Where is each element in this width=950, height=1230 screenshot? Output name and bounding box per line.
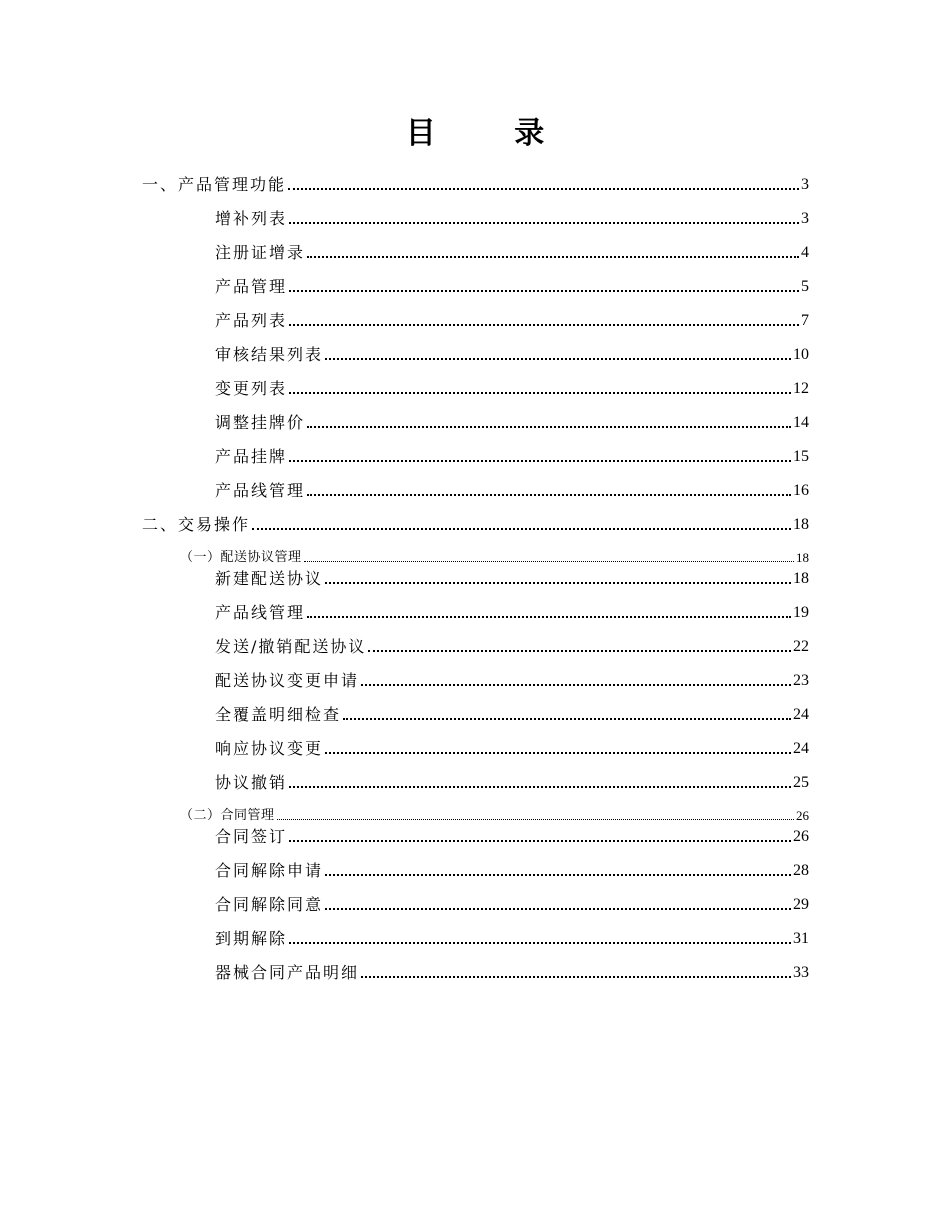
toc-entry-label: 发送/撤销配送协议 — [215, 637, 367, 656]
toc-entry[interactable] — [215, 375, 809, 397]
toc-leader-dots — [252, 528, 791, 530]
toc-entry[interactable] — [180, 804, 809, 822]
toc-entry-label: 二、交易操作 — [142, 515, 251, 534]
toc-entry[interactable] — [215, 667, 809, 689]
toc-entry[interactable] — [215, 273, 809, 295]
toc-entry[interactable] — [215, 341, 809, 363]
toc-page-number: 10 — [793, 346, 809, 363]
toc-leader-dots — [289, 222, 799, 224]
toc-entry[interactable] — [215, 735, 809, 757]
toc-entry-label: 产品管理 — [215, 277, 288, 296]
toc-entry[interactable] — [142, 171, 809, 193]
toc-entry[interactable] — [215, 239, 809, 261]
toc-entry[interactable] — [215, 959, 809, 981]
toc-entry-label: 产品线管理 — [215, 481, 306, 500]
toc-entry-label: 器械合同产品明细 — [215, 963, 360, 982]
toc-leader-dots — [288, 188, 799, 190]
toc-entry[interactable] — [215, 307, 809, 329]
toc-page-number: 19 — [793, 604, 809, 621]
toc-entry-label: 调整挂牌价 — [215, 413, 306, 432]
toc-leader-dots — [325, 908, 791, 910]
toc-leader-dots — [325, 752, 791, 754]
toc-page-number: 18 — [793, 516, 809, 533]
toc-entry-label: 注册证增录 — [215, 243, 306, 262]
toc-entry-label: 产品挂牌 — [215, 447, 288, 466]
toc-page-number: 7 — [801, 312, 809, 329]
toc-page-number: 33 — [793, 964, 809, 981]
toc-entry[interactable] — [215, 925, 809, 947]
toc-leader-dots — [361, 684, 791, 686]
toc-leader-dots — [289, 942, 791, 944]
toc-entry[interactable] — [215, 823, 809, 845]
toc-leader-dots — [325, 874, 791, 876]
toc-leader-dots — [289, 290, 799, 292]
toc-entry[interactable] — [215, 477, 809, 499]
toc-entry[interactable] — [142, 511, 809, 533]
toc-page-number: 15 — [793, 448, 809, 465]
toc-leader-dots — [325, 582, 791, 584]
toc-page-number: 3 — [801, 210, 809, 227]
toc-entry[interactable] — [215, 205, 809, 227]
toc-leader-dots — [304, 561, 794, 562]
toc-page-number: 14 — [793, 414, 809, 431]
toc-entry[interactable] — [215, 409, 809, 431]
toc-leader-dots — [307, 494, 791, 496]
toc-entry-label: 全覆盖明细检查 — [215, 705, 342, 724]
toc-entry-label: 协议撤销 — [215, 773, 288, 792]
page-title: 目 录 — [405, 116, 579, 151]
toc-entry-label: 变更列表 — [215, 379, 288, 398]
toc-page-number: 12 — [793, 380, 809, 397]
toc-page-number: 29 — [793, 896, 809, 913]
toc-entry-label: 合同签订 — [215, 827, 288, 846]
toc-page-number: 22 — [793, 638, 809, 655]
toc-page-number: 24 — [793, 706, 809, 723]
toc-entry[interactable] — [215, 701, 809, 723]
toc-page-number: 23 — [793, 672, 809, 689]
toc-leader-dots — [368, 650, 791, 652]
toc-entry-label: （二）合同管理 — [180, 808, 275, 823]
toc-page-number: 26 — [793, 828, 809, 845]
toc-leader-dots — [289, 392, 791, 394]
toc-page-number: 5 — [801, 278, 809, 295]
toc-page-number: 24 — [793, 740, 809, 757]
toc-entry[interactable] — [215, 857, 809, 879]
toc-leader-dots — [289, 786, 791, 788]
toc-entry-label: 配送协议变更申请 — [215, 671, 360, 690]
toc-entry-label: 新建配送协议 — [215, 569, 324, 588]
toc-entry-label: 合同解除申请 — [215, 861, 324, 880]
toc-leader-dots — [277, 819, 794, 820]
toc-leader-dots — [307, 426, 791, 428]
toc-page-number: 3 — [801, 176, 809, 193]
toc-leader-dots — [307, 256, 799, 258]
toc-entry[interactable] — [215, 769, 809, 791]
toc-page-number: 25 — [793, 774, 809, 791]
toc-leader-dots — [343, 718, 791, 720]
toc-page-number: 18 — [793, 570, 809, 587]
toc-entry-label: 增补列表 — [215, 209, 288, 228]
toc-leader-dots — [289, 840, 791, 842]
toc-leader-dots — [361, 976, 791, 978]
toc-page-number: 26 — [796, 808, 809, 823]
toc-entry-label: 产品列表 — [215, 311, 288, 330]
toc-leader-dots — [325, 358, 791, 360]
toc-entry[interactable] — [215, 891, 809, 913]
toc-entry-label: （一）配送协议管理 — [180, 550, 302, 565]
toc-entry-label: 到期解除 — [215, 929, 288, 948]
toc-page-number: 16 — [793, 482, 809, 499]
toc-leader-dots — [289, 324, 799, 326]
toc-entry[interactable] — [215, 443, 809, 465]
toc-entry[interactable] — [215, 633, 809, 655]
toc-entry-label: 产品线管理 — [215, 603, 306, 622]
toc-entry-label: 审核结果列表 — [215, 345, 324, 364]
toc-entry[interactable] — [215, 599, 809, 621]
toc-page-number: 4 — [801, 244, 809, 261]
toc-entry-label: 合同解除同意 — [215, 895, 324, 914]
toc-entry[interactable] — [215, 565, 809, 587]
toc-entry[interactable] — [180, 546, 809, 564]
toc-entry-label: 一、产品管理功能 — [142, 175, 287, 194]
toc-page-number: 18 — [796, 550, 809, 565]
toc-leader-dots — [307, 616, 791, 618]
toc-leader-dots — [289, 460, 791, 462]
toc-page-number: 28 — [793, 862, 809, 879]
toc-entry-label: 响应协议变更 — [215, 739, 324, 758]
toc-page-number: 31 — [793, 930, 809, 947]
